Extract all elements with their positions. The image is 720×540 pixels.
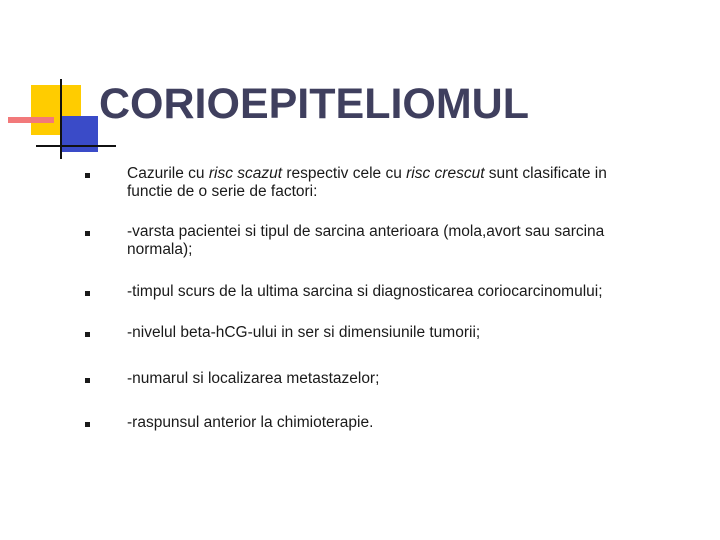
bullet-item (84, 165, 694, 201)
square-bullet-icon (85, 378, 90, 383)
bullet-item (84, 324, 694, 342)
bullet-text-line2: normala); (127, 241, 193, 258)
bullet-text: -raspunsul anterior la chimioterapie. (127, 414, 374, 431)
bullet-text: -varsta pacientei si tipul de sarcina anterioara (mola,avort sau sarcina (127, 223, 605, 240)
bullet-text: Cazurile cu risc scazut respectiv cele cu risc crescut sunt clasificate in (127, 165, 607, 182)
bullet-list (84, 165, 694, 431)
bullet-text: -numarul si localizarea metastazelor; (127, 370, 380, 387)
logo-vertical-line (60, 79, 62, 159)
bullet-item (84, 414, 694, 432)
logo-red-bar (8, 117, 54, 123)
logo-horizontal-line (36, 145, 116, 147)
square-bullet-icon (85, 231, 90, 236)
slide-title: CORIOEPITELIOMUL (99, 80, 529, 128)
square-bullet-icon (85, 291, 90, 296)
bullet-item (84, 370, 694, 388)
bullet-text: -nivelul beta-hCG-ului in ser si dimensiunile tumorii; (127, 324, 481, 341)
bullet-item (84, 283, 694, 301)
square-bullet-icon (85, 422, 90, 427)
bullet-text-line2: functie de o serie de factori: (127, 183, 318, 200)
bullet-item (84, 223, 694, 259)
square-bullet-icon (85, 332, 90, 337)
square-bullet-icon (85, 173, 90, 178)
bullet-text: -timpul scurs de la ultima sarcina si diagnosticarea coriocarcinomului; (127, 283, 603, 300)
